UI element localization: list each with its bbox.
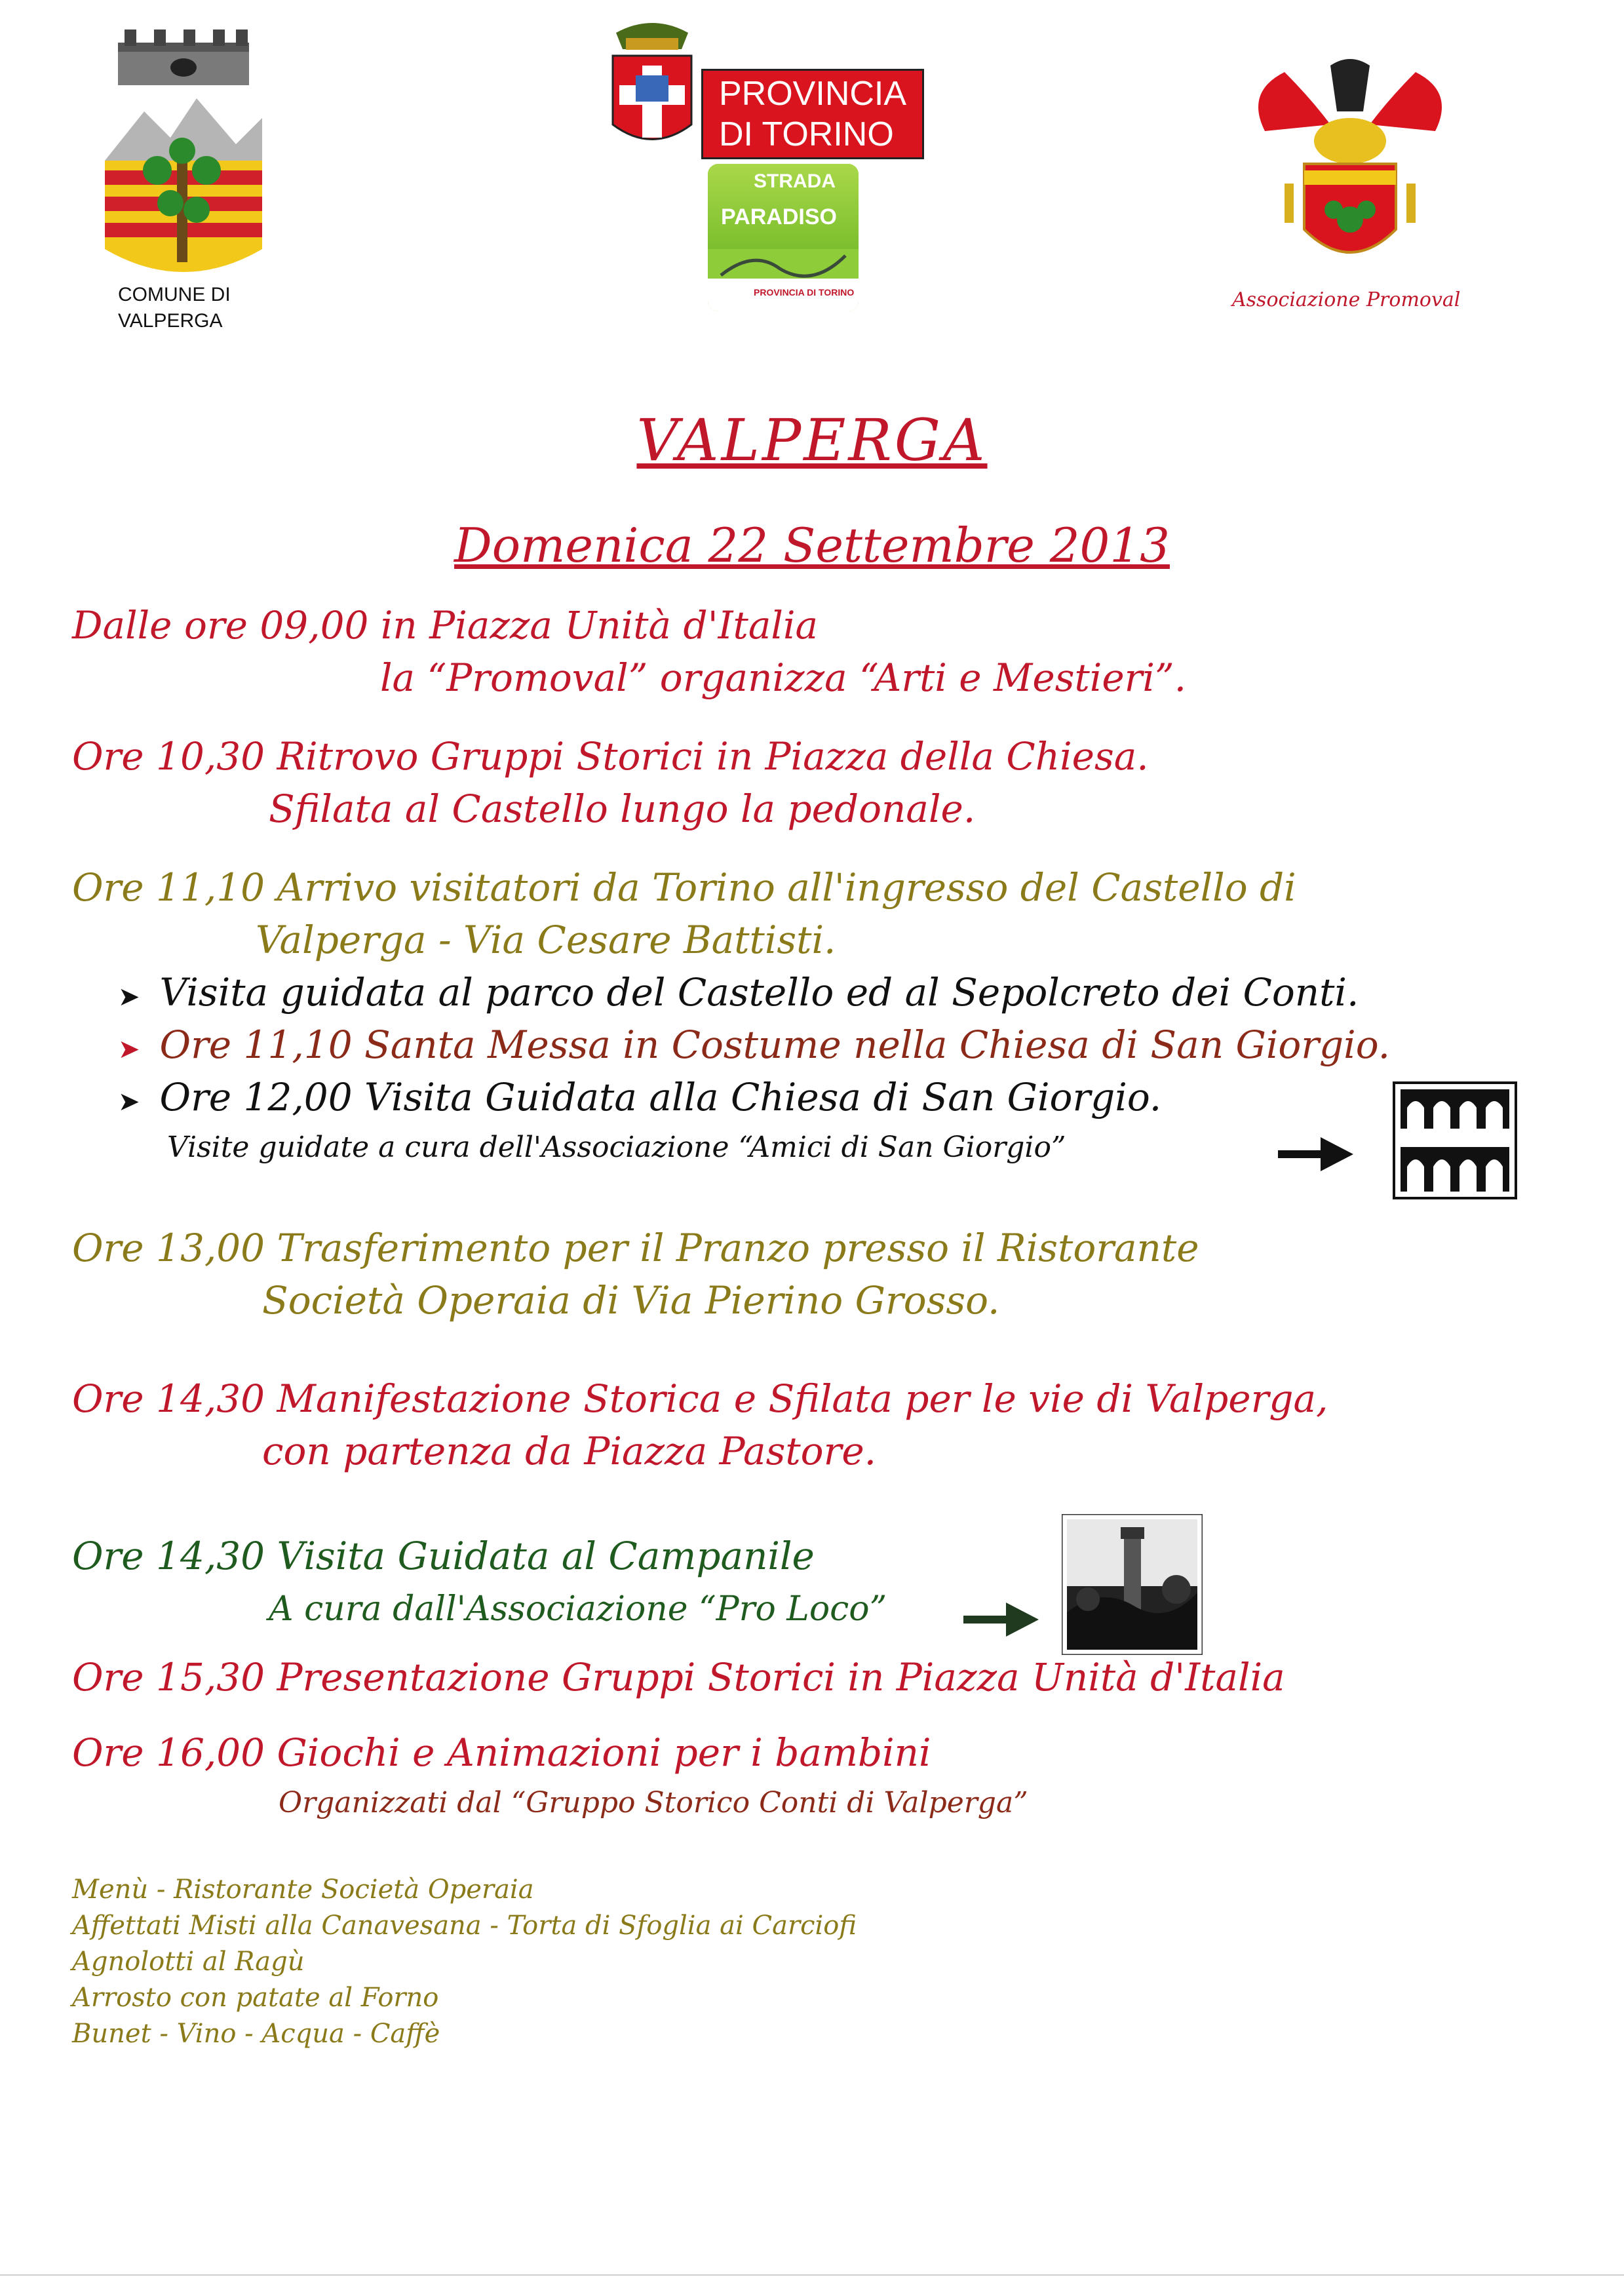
promoval-coat-of-arms-icon: [1232, 52, 1468, 275]
torino-crest-icon: [603, 13, 701, 157]
associazione-label: Associazione Promoval: [1232, 288, 1461, 311]
arrow-bullet-icon: ➤: [118, 982, 140, 1012]
arrow-bullet-icon: ➤: [118, 1087, 140, 1117]
provincia-line2: DI TORINO: [719, 115, 894, 153]
bullet-text: Ore 11,10 Santa Messa in Costume nella Chiesa di San Giorgio.: [159, 1022, 1391, 1067]
comune-label-line1: COMUNE DI: [118, 284, 231, 305]
event-line: Dalle ore 09,00 in Piazza Unità d'Italia: [72, 603, 819, 648]
provincia-name-box: [701, 69, 924, 159]
strada-line1: STRADA: [754, 170, 836, 192]
comune-label: [118, 282, 231, 334]
campanile-photo: [1062, 1514, 1203, 1655]
event-line: con partenza da Piazza Pastore.: [262, 1429, 877, 1473]
event-line: Ore 14,30 Manifestazione Storica e Sfilata per le vie di Valperga,: [72, 1376, 1328, 1421]
menu-item: Agnolotti al Ragù: [72, 1947, 305, 1977]
scan-edge-line: [0, 2274, 1624, 2276]
valperga-coat-of-arms-icon: [92, 20, 275, 282]
provincia-line1: PROVINCIA: [719, 75, 907, 113]
comune-label-line2: VALPERGA: [118, 310, 223, 332]
provincia-logo: [603, 13, 970, 164]
event-line: Ore 11,10 Arrivo visitatori da Torino all'ingresso del Castello di: [72, 865, 1296, 910]
bullet-item: [118, 970, 1359, 1015]
event-line: Ore 10,30 Ritrovo Gruppi Storici in Piazza della Chiesa.: [72, 734, 1149, 779]
bullet-text: Visita guidata al parco del Castello ed al Sepolcreto dei Conti.: [159, 970, 1359, 1015]
event-line: Ore 13,00 Trasferimento per il Pranzo presso il Ristorante: [72, 1226, 1199, 1270]
event-line: la “Promoval” organizza “Arti e Mestieri”.: [380, 655, 1187, 700]
road-curve-icon: [714, 243, 852, 282]
menu-item: Menù - Ristorante Società Operaia: [72, 1875, 534, 1905]
strada-paradiso-logo: [708, 164, 859, 311]
event-line: A cura dall'Associazione “Pro Loco”: [269, 1589, 887, 1629]
event-line: Società Operaia di Via Pierino Grosso.: [262, 1278, 1000, 1323]
event-line: Ore 15,30 Presentazione Gruppi Storici in Piazza Unità d'Italia: [72, 1655, 1285, 1700]
bullet-text: Ore 12,00 Visita Guidata alla Chiesa di San Giorgio.: [159, 1075, 1162, 1119]
event-line: Valperga - Via Cesare Battisti.: [256, 918, 836, 962]
promoval-crest: [1232, 52, 1481, 328]
comune-crest: [92, 20, 275, 332]
event-line: Sfilata al Castello lungo la pedonale.: [269, 787, 976, 831]
bullet-note: Visite guidate a cura dell'Associazione “Amici di San Giorgio”: [167, 1131, 1066, 1164]
bullet-item: [118, 1022, 1390, 1067]
event-line: Ore 14,30 Visita Guidata al Campanile: [72, 1534, 815, 1578]
event-line: Ore 16,00 Giochi e Animazioni per i bambini: [72, 1730, 931, 1775]
menu-item: Affettati Misti alla Canavesana - Torta di Sfoglia ai Carciofi: [72, 1911, 857, 1941]
event-date: Domenica 22 Settembre 2013: [454, 518, 1170, 573]
strada-line2: PARADISO: [721, 204, 837, 229]
menu-item: Arrosto con patate al Forno: [72, 1983, 439, 2013]
church-arches-icon: [1393, 1081, 1517, 1199]
right-arrow-icon: [1278, 1134, 1357, 1173]
bullet-item: [118, 1075, 1161, 1119]
menu-item: Bunet - Vino - Acqua - Caffè: [72, 2019, 440, 2049]
strada-footer: PROVINCIA DI TORINO: [754, 287, 855, 298]
event-line: Organizzati dal “Gruppo Storico Conti di Valperga”: [279, 1786, 1028, 1819]
right-arrow-icon: [963, 1599, 1042, 1639]
page-title: VALPERGA: [636, 406, 988, 474]
arrow-bullet-icon: ➤: [118, 1034, 140, 1064]
